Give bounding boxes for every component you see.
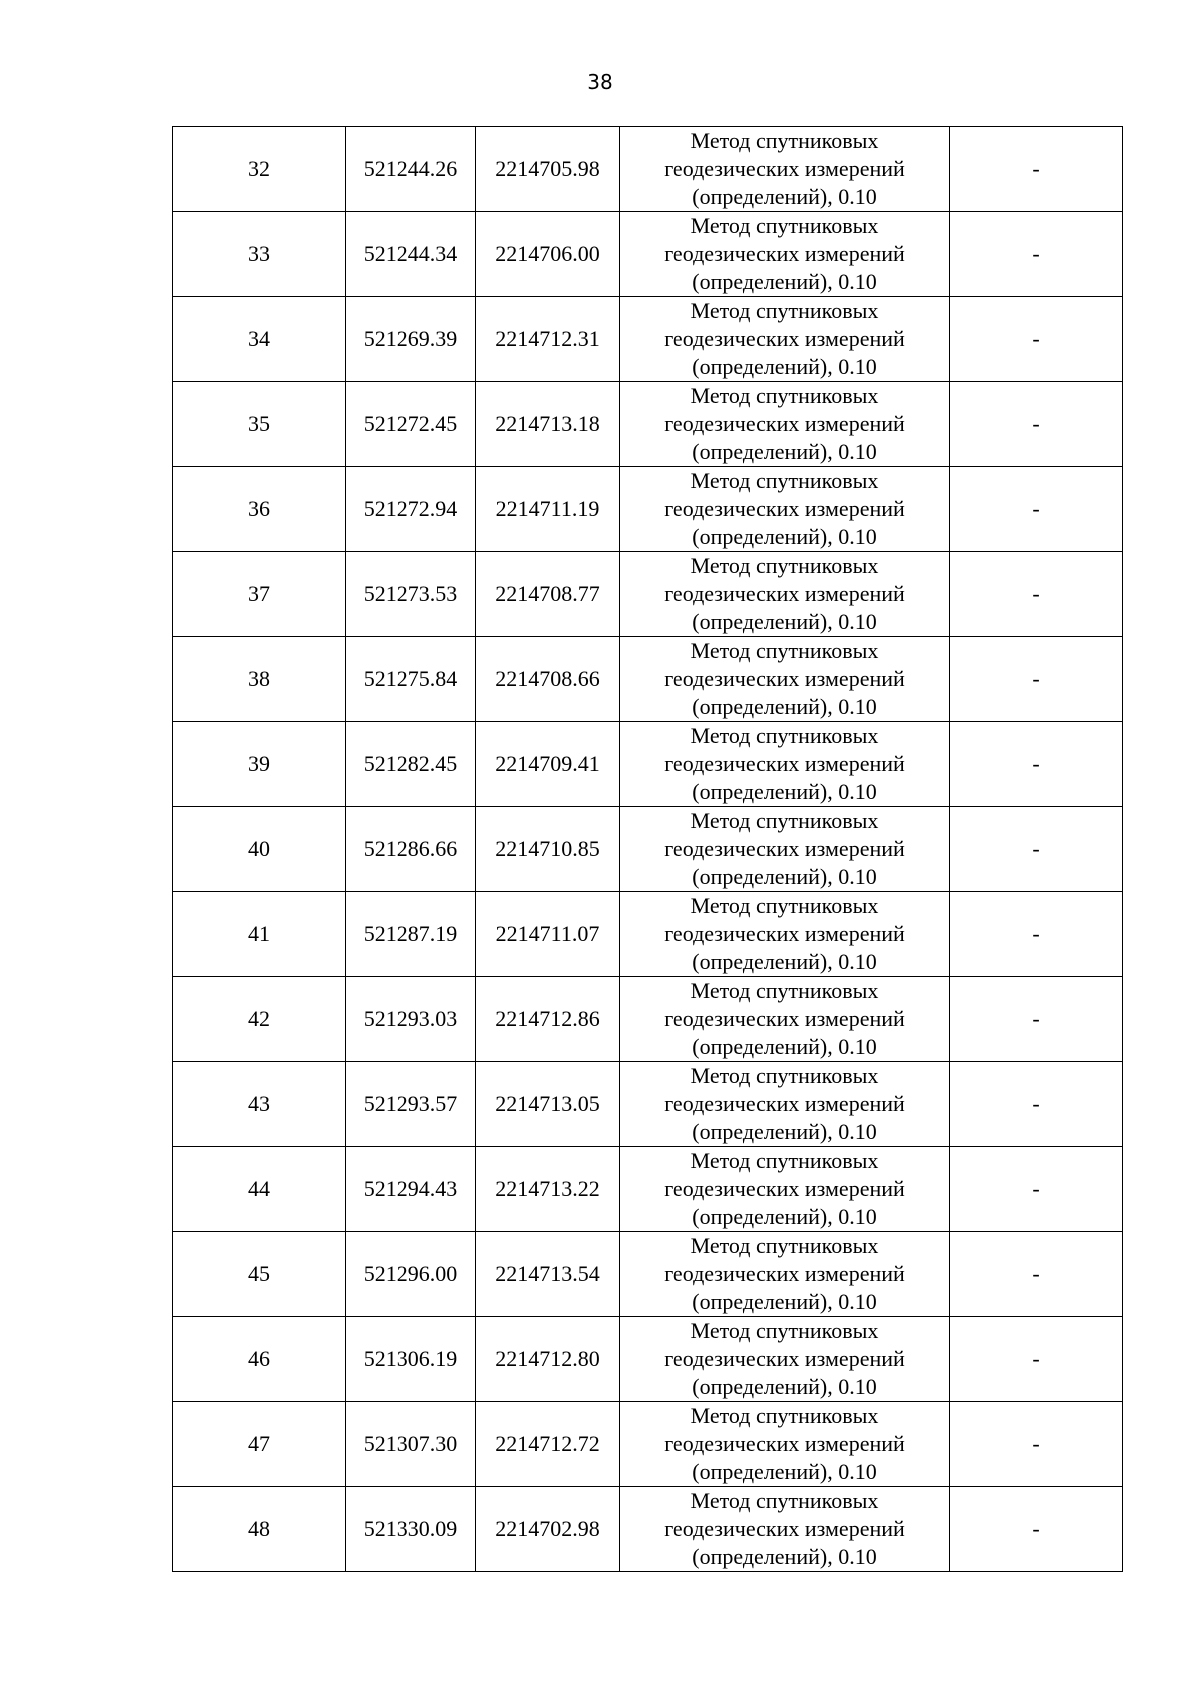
point-number-cell: 41 [173, 892, 346, 977]
description-cell: - [950, 1062, 1123, 1147]
method-line: геодезических измерений [664, 1176, 905, 1201]
method-cell [620, 1232, 950, 1317]
method-line: (определений), 0.10 [692, 1459, 877, 1484]
description-cell: - [950, 1487, 1123, 1572]
point-number-cell: 45 [173, 1232, 346, 1317]
point-number-cell: 35 [173, 382, 346, 467]
method-line: Метод спутниковых [690, 1063, 879, 1088]
table-row [173, 1317, 1123, 1402]
method-line: геодезических измерений [664, 1431, 905, 1456]
description-cell: - [950, 637, 1123, 722]
method-line: Метод спутниковых [690, 1403, 879, 1428]
y-coordinate-cell: 2214713.05 [476, 1062, 620, 1147]
point-number-cell: 42 [173, 977, 346, 1062]
x-coordinate-cell: 521244.34 [346, 212, 476, 297]
method-line: Метод спутниковых [690, 638, 879, 663]
y-coordinate-cell: 2214712.31 [476, 297, 620, 382]
point-number-cell: 44 [173, 1147, 346, 1232]
method-line: (определений), 0.10 [692, 1204, 877, 1229]
method-line: геодезических измерений [664, 411, 905, 436]
method-cell [620, 127, 950, 212]
table-body [173, 127, 1123, 1572]
point-number-cell: 48 [173, 1487, 346, 1572]
point-number-cell: 40 [173, 807, 346, 892]
x-coordinate-cell: 521287.19 [346, 892, 476, 977]
x-coordinate-cell: 521272.94 [346, 467, 476, 552]
method-cell [620, 212, 950, 297]
table-row [173, 722, 1123, 807]
method-line: геодезических измерений [664, 156, 905, 181]
x-coordinate-cell: 521286.66 [346, 807, 476, 892]
method-line: Метод спутниковых [690, 213, 879, 238]
y-coordinate-cell: 2214711.19 [476, 467, 620, 552]
table-row [173, 127, 1123, 212]
x-coordinate-cell: 521306.19 [346, 1317, 476, 1402]
table-row [173, 637, 1123, 722]
table-row [173, 807, 1123, 892]
description-cell: - [950, 892, 1123, 977]
y-coordinate-cell: 2214711.07 [476, 892, 620, 977]
y-coordinate-cell: 2214712.80 [476, 1317, 620, 1402]
method-line: (определений), 0.10 [692, 1119, 877, 1144]
description-cell: - [950, 1317, 1123, 1402]
method-cell [620, 1487, 950, 1572]
description-cell: - [950, 212, 1123, 297]
y-coordinate-cell: 2214713.54 [476, 1232, 620, 1317]
point-number-cell: 38 [173, 637, 346, 722]
method-line: геодезических измерений [664, 326, 905, 351]
x-coordinate-cell: 521293.57 [346, 1062, 476, 1147]
method-cell [620, 977, 950, 1062]
point-number-cell: 32 [173, 127, 346, 212]
method-line: геодезических измерений [664, 751, 905, 776]
method-line: (определений), 0.10 [692, 779, 877, 804]
description-cell: - [950, 467, 1123, 552]
x-coordinate-cell: 521275.84 [346, 637, 476, 722]
x-coordinate-cell: 521272.45 [346, 382, 476, 467]
point-number-cell: 36 [173, 467, 346, 552]
table-row [173, 1147, 1123, 1232]
point-number-cell: 39 [173, 722, 346, 807]
method-line: (определений), 0.10 [692, 269, 877, 294]
method-line: геодезических измерений [664, 921, 905, 946]
method-cell [620, 1062, 950, 1147]
y-coordinate-cell: 2214708.66 [476, 637, 620, 722]
method-cell [620, 807, 950, 892]
x-coordinate-cell: 521282.45 [346, 722, 476, 807]
x-coordinate-cell: 521269.39 [346, 297, 476, 382]
table-row [173, 552, 1123, 637]
x-coordinate-cell: 521296.00 [346, 1232, 476, 1317]
method-line: Метод спутниковых [690, 808, 879, 833]
table-row [173, 1062, 1123, 1147]
x-coordinate-cell: 521244.26 [346, 127, 476, 212]
method-line: Метод спутниковых [690, 1318, 879, 1343]
table-row [173, 892, 1123, 977]
coordinates-table [172, 126, 1123, 1572]
description-cell: - [950, 807, 1123, 892]
method-line: (определений), 0.10 [692, 1374, 877, 1399]
method-line: Метод спутниковых [690, 1488, 879, 1513]
y-coordinate-cell: 2214712.86 [476, 977, 620, 1062]
point-number-cell: 46 [173, 1317, 346, 1402]
method-line: геодезических измерений [664, 496, 905, 521]
x-coordinate-cell: 521330.09 [346, 1487, 476, 1572]
method-line: Метод спутниковых [690, 1148, 879, 1173]
table-row [173, 467, 1123, 552]
description-cell: - [950, 1147, 1123, 1232]
method-cell [620, 297, 950, 382]
method-cell [620, 637, 950, 722]
method-line: Метод спутниковых [690, 1233, 879, 1258]
description-cell: - [950, 127, 1123, 212]
method-line: геодезических измерений [664, 1516, 905, 1541]
y-coordinate-cell: 2214710.85 [476, 807, 620, 892]
method-line: геодезических измерений [664, 241, 905, 266]
method-cell [620, 1147, 950, 1232]
y-coordinate-cell: 2214705.98 [476, 127, 620, 212]
y-coordinate-cell: 2214712.72 [476, 1402, 620, 1487]
point-number-cell: 34 [173, 297, 346, 382]
description-cell: - [950, 382, 1123, 467]
y-coordinate-cell: 2214713.22 [476, 1147, 620, 1232]
method-line: Метод спутниковых [690, 553, 879, 578]
y-coordinate-cell: 2214702.98 [476, 1487, 620, 1572]
method-line: геодезических измерений [664, 1091, 905, 1116]
method-line: геодезических измерений [664, 836, 905, 861]
x-coordinate-cell: 521294.43 [346, 1147, 476, 1232]
method-line: (определений), 0.10 [692, 524, 877, 549]
y-coordinate-cell: 2214706.00 [476, 212, 620, 297]
method-cell [620, 467, 950, 552]
table-row [173, 297, 1123, 382]
method-cell [620, 382, 950, 467]
method-line: геодезических измерений [664, 666, 905, 691]
method-line: (определений), 0.10 [692, 864, 877, 889]
description-cell: - [950, 1232, 1123, 1317]
method-line: (определений), 0.10 [692, 354, 877, 379]
description-cell: - [950, 552, 1123, 637]
method-line: (определений), 0.10 [692, 949, 877, 974]
method-line: геодезических измерений [664, 581, 905, 606]
method-cell [620, 722, 950, 807]
method-line: Метод спутниковых [690, 893, 879, 918]
table-row [173, 382, 1123, 467]
method-line: геодезических измерений [664, 1261, 905, 1286]
description-cell: - [950, 722, 1123, 807]
point-number-cell: 37 [173, 552, 346, 637]
method-cell [620, 1317, 950, 1402]
method-line: (определений), 0.10 [692, 1034, 877, 1059]
table-row [173, 1402, 1123, 1487]
description-cell: - [950, 297, 1123, 382]
method-line: Метод спутниковых [690, 978, 879, 1003]
method-line: (определений), 0.10 [692, 184, 877, 209]
method-line: (определений), 0.10 [692, 439, 877, 464]
table-row [173, 977, 1123, 1062]
page-number: 38 [587, 70, 613, 94]
description-cell: - [950, 977, 1123, 1062]
table-row [173, 1487, 1123, 1572]
x-coordinate-cell: 521307.30 [346, 1402, 476, 1487]
method-cell [620, 552, 950, 637]
method-line: (определений), 0.10 [692, 609, 877, 634]
method-cell [620, 1402, 950, 1487]
method-line: (определений), 0.10 [692, 1544, 877, 1569]
table-row [173, 212, 1123, 297]
method-line: Метод спутниковых [690, 383, 879, 408]
method-line: (определений), 0.10 [692, 694, 877, 719]
method-cell [620, 892, 950, 977]
description-cell: - [950, 1402, 1123, 1487]
point-number-cell: 43 [173, 1062, 346, 1147]
method-line: геодезических измерений [664, 1006, 905, 1031]
method-line: Метод спутниковых [690, 468, 879, 493]
y-coordinate-cell: 2214709.41 [476, 722, 620, 807]
method-line: Метод спутниковых [690, 723, 879, 748]
method-line: (определений), 0.10 [692, 1289, 877, 1314]
method-line: Метод спутниковых [690, 128, 879, 153]
method-line: геодезических измерений [664, 1346, 905, 1371]
point-number-cell: 47 [173, 1402, 346, 1487]
x-coordinate-cell: 521273.53 [346, 552, 476, 637]
y-coordinate-cell: 2214708.77 [476, 552, 620, 637]
point-number-cell: 33 [173, 212, 346, 297]
table-row [173, 1232, 1123, 1317]
x-coordinate-cell: 521293.03 [346, 977, 476, 1062]
y-coordinate-cell: 2214713.18 [476, 382, 620, 467]
method-line: Метод спутниковых [690, 298, 879, 323]
